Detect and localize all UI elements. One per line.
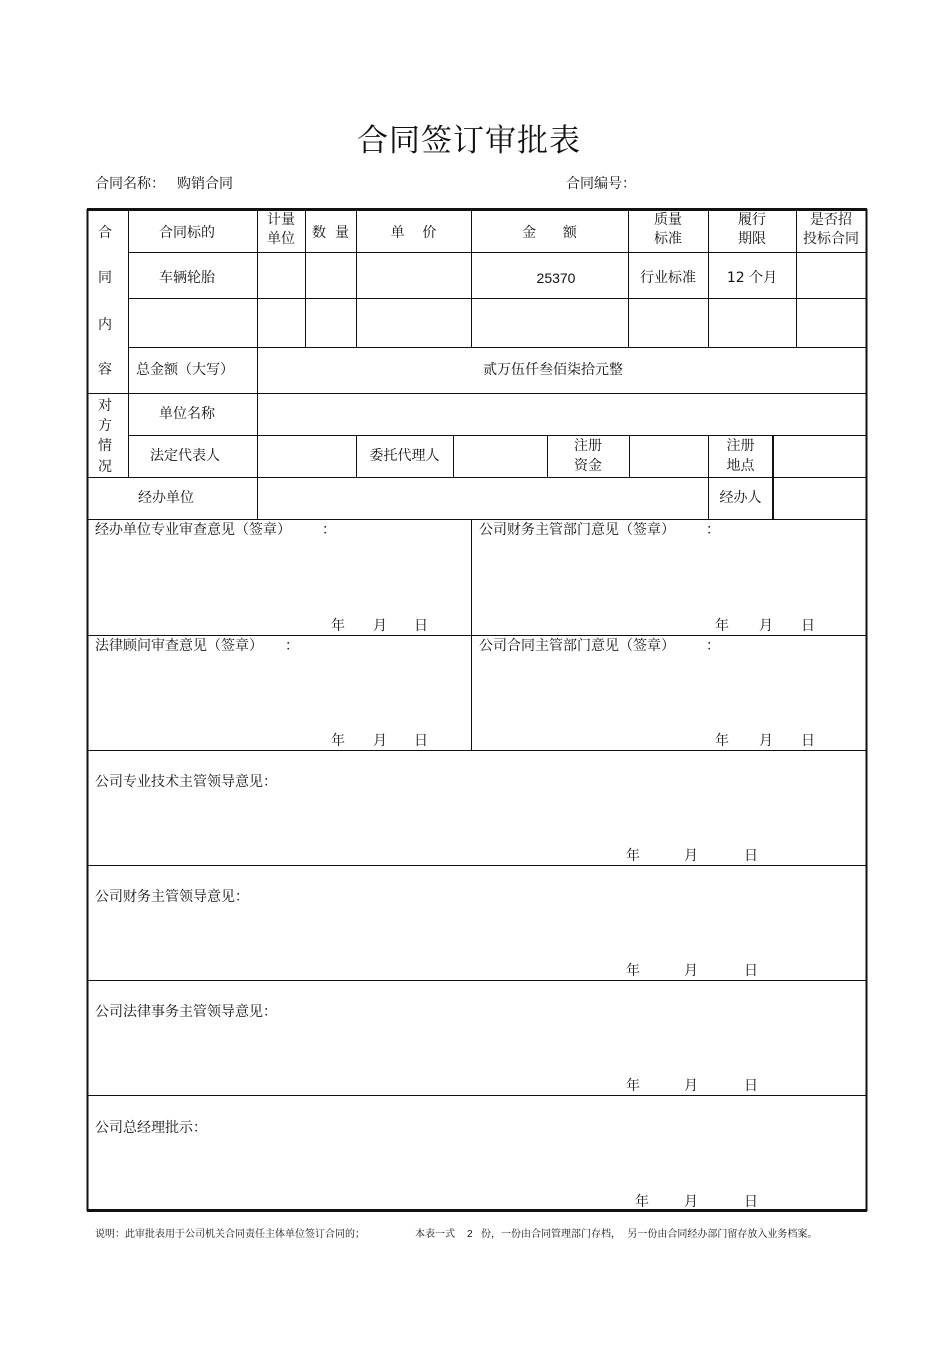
handling-unit-review-label: 经办单位专业审查意见（签章） <box>95 522 291 538</box>
date-day: 日 <box>801 618 815 634</box>
contract-no-label: 合同编号： <box>566 176 636 192</box>
tech-leader-label: 公司专业技术主管领导意见： <box>95 774 277 790</box>
side-label-dui: 对 <box>98 398 112 414</box>
date-year: 年 <box>626 963 640 979</box>
contract-name-label: 合同名称： <box>95 176 165 192</box>
row1-amount: 25370 <box>536 270 576 286</box>
col-unit-header-2: 单位 <box>267 231 295 247</box>
handling-unit-label: 经办单位 <box>138 490 194 506</box>
date-month: 月 <box>759 733 773 749</box>
date-year: 年 <box>626 848 640 864</box>
col-tender-header-2: 投标合同 <box>803 231 859 247</box>
contract-name-value: 购销合同 <box>177 176 233 192</box>
colon: ： <box>285 638 299 654</box>
date-day: 日 <box>744 1194 758 1210</box>
date-day: 日 <box>744 1078 758 1094</box>
legal-rep-label: 法定代表人 <box>150 448 220 464</box>
colon: ： <box>322 522 336 538</box>
total-amount-label: 总金额（大写） <box>136 362 234 378</box>
date-month: 月 <box>373 618 387 634</box>
side-label-nei: 内 <box>98 317 112 333</box>
handling-person-label: 经办人 <box>719 490 762 506</box>
legal-leader-label: 公司法律事务主管领导意见： <box>95 1004 277 1020</box>
date-month: 月 <box>684 963 698 979</box>
col-amount-header: 金 额 <box>522 225 577 241</box>
footer-copies-num: 2 <box>467 1229 473 1240</box>
col-quantity-header: 数 量 <box>312 225 349 241</box>
date-month: 月 <box>684 848 698 864</box>
date-month: 月 <box>684 1078 698 1094</box>
page-title: 合同签订审批表 <box>357 123 581 159</box>
address-label-2: 地点 <box>726 458 755 474</box>
footer-copies-suffix: 份，一份由合同管理部门存档， 另一份由合同经办部门留存放入业务档案。 <box>481 1229 818 1240</box>
col-subject-header: 合同标的 <box>159 225 215 241</box>
row1-subject: 车辆轮胎 <box>159 270 215 286</box>
contract-dept-label: 公司合同主管部门意见（签章） <box>479 638 675 654</box>
colon: ： <box>706 638 720 654</box>
side-label-tong: 同 <box>98 270 112 286</box>
side-label-he: 合 <box>98 225 112 241</box>
legal-advisor-label: 法律顾问审查意见（签章） <box>95 638 263 654</box>
row1-term: 12 个月 <box>726 270 778 286</box>
date-year: 年 <box>715 618 729 634</box>
agent-label: 委托代理人 <box>369 448 440 464</box>
gm-label: 公司总经理批示： <box>95 1120 207 1136</box>
date-day: 日 <box>414 733 428 749</box>
total-amount-value: 贰万伍仟叁佰柒拾元整 <box>483 362 623 378</box>
date-day: 日 <box>414 618 428 634</box>
col-quality-header-1: 质量 <box>654 212 682 228</box>
date-day: 日 <box>744 848 758 864</box>
address-label-1: 注册 <box>726 438 755 454</box>
finance-leader-label: 公司财务主管领导意见： <box>95 889 249 905</box>
colon: ： <box>706 522 720 538</box>
row1-quality: 行业标准 <box>640 270 696 286</box>
side-label-qing: 情 <box>98 438 112 454</box>
side-label-fang: 方 <box>98 418 112 434</box>
col-term-header-2: 期限 <box>738 231 766 247</box>
capital-label-2: 资金 <box>574 458 602 474</box>
unit-name-label: 单位名称 <box>159 406 215 422</box>
footer-note: 说明：此审批表用于公司机关合同责任主体单位签订合同的； <box>95 1229 365 1240</box>
date-month: 月 <box>684 1194 698 1210</box>
side-label-kuang: 况 <box>98 459 112 475</box>
date-year: 年 <box>635 1194 649 1210</box>
col-unit-header-1: 计量 <box>267 212 295 228</box>
side-label-rong: 容 <box>98 362 112 378</box>
col-quality-header-2: 标准 <box>654 231 682 247</box>
date-year: 年 <box>331 618 345 634</box>
date-year: 年 <box>715 733 729 749</box>
date-month: 月 <box>373 733 387 749</box>
date-month: 月 <box>759 618 773 634</box>
date-day: 日 <box>744 963 758 979</box>
col-unit-price-header: 单 价 <box>390 225 437 241</box>
date-year: 年 <box>331 733 345 749</box>
footer-copies-prefix: 本表一式 <box>415 1229 455 1240</box>
finance-dept-label: 公司财务主管部门意见（签章） <box>479 522 675 538</box>
date-day: 日 <box>801 733 815 749</box>
col-term-header-1: 履行 <box>738 212 766 228</box>
date-year: 年 <box>626 1078 640 1094</box>
capital-label-1: 注册 <box>574 438 602 454</box>
col-tender-header-1: 是否招 <box>810 212 852 228</box>
